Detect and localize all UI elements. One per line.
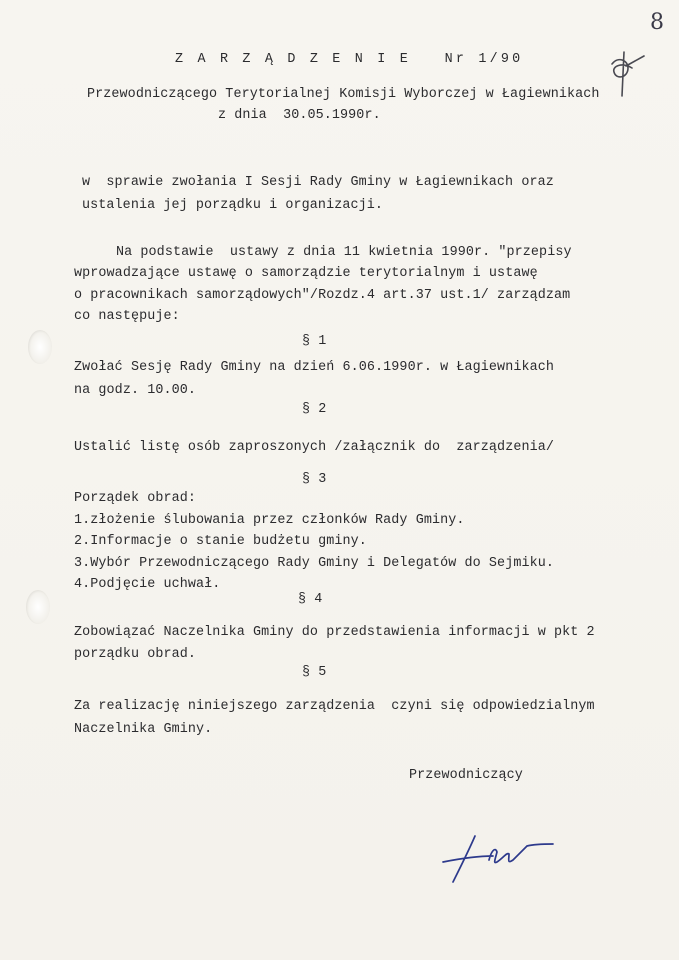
document-title: Z A R Z Ą D Z E N I E Nr 1/90 bbox=[175, 52, 524, 67]
page-number-handwritten: 8 bbox=[650, 10, 664, 35]
agenda-item-1: 1.złożenie ślubowania przez członków Rady Gminy. bbox=[74, 513, 465, 528]
basis-line-1: Na podstawie ustawy z dnia 11 kwietnia 1990r. "przepisy bbox=[116, 245, 572, 260]
section-2-mark: § 2 bbox=[302, 402, 327, 417]
section-5-line-2: Naczelnika Gminy. bbox=[74, 722, 213, 737]
section-4-line-1: Zobowiązać Naczelnika Gminy do przedstawienia informacji w pkt 2 bbox=[74, 625, 595, 640]
agenda-item-4: 4.Podjęcie uchwał. bbox=[74, 577, 221, 592]
handwritten-mark-icon bbox=[606, 50, 646, 100]
signatory-title: Przewodniczący bbox=[409, 768, 523, 783]
subject-line-1: w sprawie zwołania I Sesji Rady Gminy w Łagiewnikach oraz bbox=[82, 175, 554, 190]
signature-icon bbox=[435, 832, 565, 892]
section-4-mark: § 4 bbox=[298, 592, 323, 607]
section-1-line-2: na godz. 10.00. bbox=[74, 383, 197, 398]
section-5-mark: § 5 bbox=[302, 665, 327, 680]
section-1-mark: § 1 bbox=[302, 334, 327, 349]
section-3-mark: § 3 bbox=[302, 472, 327, 487]
section-2-line-1: Ustalić listę osób zaproszonych /załącznik do zarządzenia/ bbox=[74, 440, 555, 455]
subtitle-line-2: z dnia 30.05.1990r. bbox=[218, 108, 381, 123]
section-4-line-2: porządku obrad. bbox=[74, 647, 197, 662]
agenda-item-2: 2.Informacje o stanie budżetu gminy. bbox=[74, 534, 367, 549]
punch-hole-top bbox=[28, 330, 52, 364]
punch-hole-bottom bbox=[26, 590, 50, 624]
basis-line-3: o pracownikach samorządowych"/Rozdz.4 art.37 ust.1/ zarządzam bbox=[74, 288, 571, 303]
subject-line-2: ustalenia jej porządku i organizacji. bbox=[82, 198, 384, 213]
section-1-line-1: Zwołać Sesję Rady Gminy na dzień 6.06.1990r. w Łagiewnikach bbox=[74, 360, 555, 375]
section-3-intro: Porządek obrad: bbox=[74, 491, 197, 506]
basis-line-4: co następuje: bbox=[74, 309, 180, 324]
agenda-item-3: 3.Wybór Przewodniczącego Rady Gminy i Delegatów do Sejmiku. bbox=[74, 556, 555, 571]
basis-line-2: wprowadzające ustawę o samorządzie terytorialnym i ustawę bbox=[74, 266, 538, 281]
subtitle-line-1: Przewodniczącego Terytorialnej Komisji Wyborczej w Łagiewnikach bbox=[87, 87, 600, 102]
section-5-line-1: Za realizację niniejszego zarządzenia czyni się odpowiedzialnym bbox=[74, 699, 595, 714]
